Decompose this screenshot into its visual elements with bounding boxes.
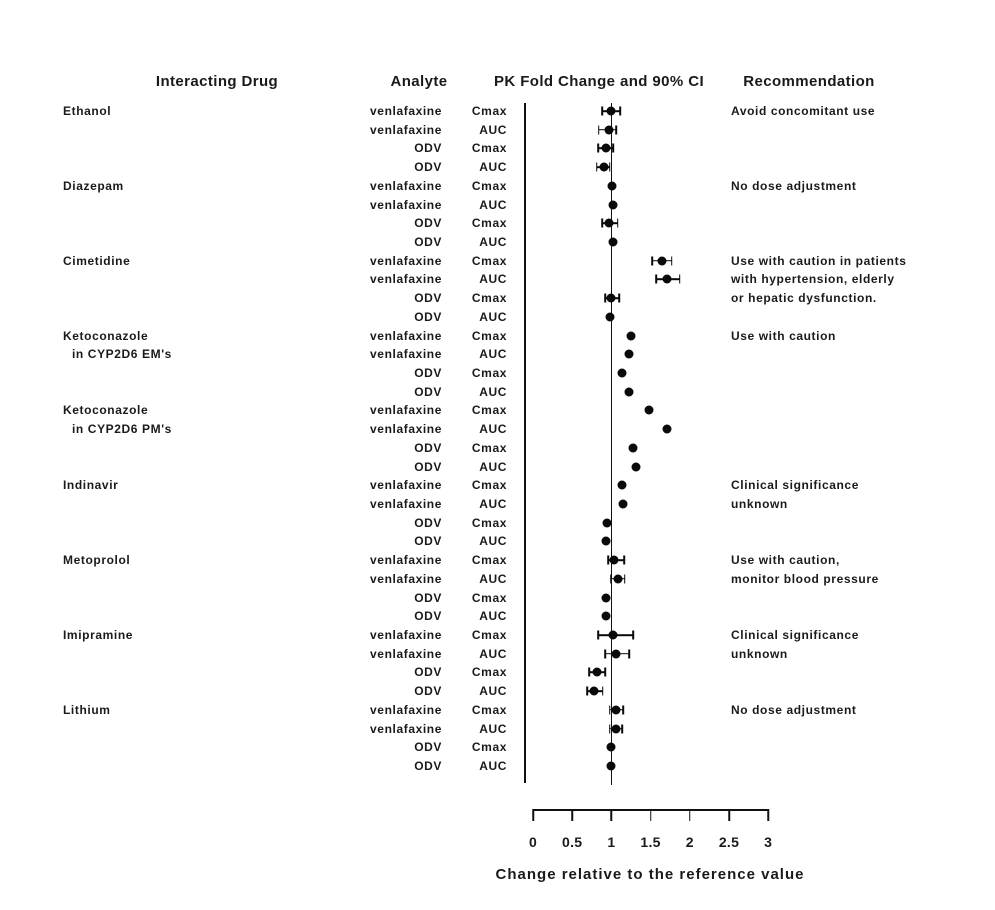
point-estimate-marker (619, 499, 628, 508)
ci-cap-right (623, 556, 625, 565)
x-axis-title: Change relative to the reference value (495, 866, 805, 883)
ci-cap-right (602, 687, 604, 696)
point-estimate-marker (605, 312, 614, 321)
recommendation-text: unknown (731, 496, 788, 511)
analyte-label: ODV (414, 234, 442, 249)
analyte-label: ODV (414, 365, 442, 380)
drug-label: Diazepam (63, 178, 124, 193)
ci-cap-left (609, 724, 611, 733)
ci-cap-right (679, 275, 681, 284)
point-estimate-marker (601, 537, 610, 546)
parameter-label: AUC (479, 160, 507, 175)
analyte-label: ODV (414, 440, 442, 455)
recommendation-text: No dose adjustment (731, 702, 857, 717)
drug-label: Indinavir (63, 478, 119, 493)
parameter-label: Cmax (471, 291, 507, 306)
parameter-label: AUC (479, 721, 507, 736)
analyte-label: venlafaxine (370, 122, 442, 137)
analyte-label: venlafaxine (370, 178, 442, 193)
point-estimate-marker (608, 181, 617, 190)
point-estimate-marker (608, 237, 617, 246)
analyte-label: ODV (414, 384, 442, 399)
point-estimate-marker (605, 219, 614, 228)
analyte-label: venlafaxine (370, 272, 442, 287)
x-axis-tick (532, 809, 534, 821)
ci-cap-right (633, 630, 635, 639)
parameter-label: AUC (479, 758, 507, 773)
point-estimate-marker (617, 481, 626, 490)
point-estimate-marker (608, 200, 617, 209)
point-estimate-marker (601, 593, 610, 602)
x-axis-tick-label: 2.5 (718, 834, 740, 850)
ci-cap-right (622, 705, 624, 714)
analyte-label: venlafaxine (370, 403, 442, 418)
analyte-label: ODV (414, 515, 442, 530)
ci-cap-left (655, 275, 657, 284)
analyte-label: venlafaxine (370, 702, 442, 717)
column-header-recommendation: Recommendation (743, 73, 875, 90)
x-axis-tick (650, 809, 652, 821)
analyte-label: ODV (414, 665, 442, 680)
x-axis-tick-label: 0.5 (562, 834, 583, 850)
point-estimate-marker (613, 574, 622, 583)
point-estimate-marker (658, 256, 667, 265)
analyte-label: ODV (414, 684, 442, 699)
ci-cap-right (619, 107, 621, 116)
drug-label: Lithium (63, 702, 111, 717)
ci-cap-left (596, 163, 598, 172)
x-axis-tick-label: 2 (685, 834, 694, 850)
analyte-label: venlafaxine (370, 422, 442, 437)
analyte-label: ODV (414, 534, 442, 549)
parameter-label: AUC (479, 347, 507, 362)
ci-cap-left (609, 705, 611, 714)
recommendation-text: Use with caution (731, 328, 836, 343)
point-estimate-marker (601, 612, 610, 621)
recommendation-text: Avoid concomitant use (731, 104, 876, 118)
parameter-label: Cmax (471, 665, 507, 680)
ci-cap-left (597, 630, 599, 639)
recommendation-text: monitor blood pressure (731, 571, 879, 586)
column-divider-line (524, 103, 526, 783)
point-estimate-marker (609, 556, 618, 565)
point-estimate-marker (612, 649, 621, 658)
drug-label: in CYP2D6 PM's (72, 422, 172, 437)
parameter-label: Cmax (471, 553, 507, 568)
analyte-label: venlafaxine (370, 328, 442, 343)
parameter-label: Cmax (471, 627, 507, 642)
recommendation-text: Clinical significance (731, 627, 859, 642)
ci-cap-left (598, 125, 600, 134)
parameter-label: Cmax (471, 478, 507, 493)
point-estimate-marker (625, 387, 634, 396)
analyte-label: ODV (414, 291, 442, 306)
drug-label: in CYP2D6 EM's (72, 347, 172, 362)
analyte-label: venlafaxine (370, 571, 442, 586)
ci-cap-right (617, 219, 619, 228)
parameter-label: Cmax (471, 104, 507, 118)
point-estimate-marker (612, 724, 621, 733)
point-estimate-marker (663, 425, 672, 434)
x-axis-tick (689, 809, 691, 821)
drug-label: Cimetidine (63, 253, 131, 268)
parameter-label: Cmax (471, 253, 507, 268)
point-estimate-marker (590, 687, 599, 696)
point-estimate-marker (601, 144, 610, 153)
parameter-label: AUC (479, 534, 507, 549)
parameter-label: AUC (479, 459, 507, 474)
ci-cap-right (615, 125, 617, 134)
parameter-label: Cmax (471, 216, 507, 231)
ci-cap-left (604, 649, 606, 658)
x-axis-tick (571, 809, 573, 821)
drug-label: Imipramine (63, 627, 134, 642)
recommendation-text: No dose adjustment (731, 178, 857, 193)
x-axis-tick (611, 809, 613, 821)
parameter-label: Cmax (471, 515, 507, 530)
parameter-label: Cmax (471, 141, 507, 156)
parameter-label: Cmax (471, 365, 507, 380)
point-estimate-marker (607, 107, 616, 116)
ci-cap-left (601, 107, 603, 116)
x-axis-tick (767, 809, 769, 821)
point-estimate-marker (599, 163, 608, 172)
column-header-interacting-drug: Interacting Drug (155, 73, 279, 90)
analyte-label: venlafaxine (370, 347, 442, 362)
analyte-label: ODV (414, 459, 442, 474)
analyte-label: ODV (414, 758, 442, 773)
column-header-analyte: Analyte (390, 73, 448, 90)
drug-label: Ethanol (63, 104, 112, 118)
analyte-label: venlafaxine (370, 104, 442, 118)
ci-cap-right (629, 649, 631, 658)
point-estimate-marker (663, 275, 672, 284)
point-estimate-marker (606, 294, 615, 303)
point-estimate-marker (608, 630, 617, 639)
ci-cap-right (618, 294, 620, 303)
x-axis-tick-label: 1 (607, 834, 616, 850)
x-axis-tick (728, 809, 730, 821)
point-estimate-marker (607, 743, 616, 752)
parameter-label: AUC (479, 309, 507, 324)
analyte-label: venlafaxine (370, 627, 442, 642)
parameter-label: AUC (479, 197, 507, 212)
analyte-label: ODV (414, 216, 442, 231)
ci-cap-left (601, 219, 603, 228)
ci-cap-left (589, 668, 591, 677)
point-estimate-marker (645, 406, 654, 415)
parameter-label: AUC (479, 609, 507, 624)
x-axis-tick-label: 3 (764, 834, 773, 850)
column-header-pk-fold-change: PK Fold Change and 90% CI (493, 73, 705, 90)
parameter-label: Cmax (471, 590, 507, 605)
parameter-label: Cmax (471, 328, 507, 343)
parameter-label: AUC (479, 571, 507, 586)
parameter-label: AUC (479, 646, 507, 661)
analyte-label: venlafaxine (370, 553, 442, 568)
recommendation-text: unknown (731, 646, 788, 661)
drug-label: Ketoconazole (63, 328, 149, 343)
analyte-label: ODV (414, 740, 442, 755)
analyte-label: ODV (414, 160, 442, 175)
analyte-label: ODV (414, 309, 442, 324)
point-estimate-marker (607, 761, 616, 770)
recommendation-text: Clinical significance (731, 478, 859, 493)
recommendation-text: or hepatic dysfunction. (731, 291, 877, 306)
point-estimate-marker (605, 125, 614, 134)
point-estimate-marker (624, 350, 633, 359)
recommendation-text: Use with caution, (731, 553, 840, 568)
ci-cap-right (622, 724, 624, 733)
ci-cap-right (671, 256, 673, 265)
analyte-label: venlafaxine (370, 496, 442, 511)
analyte-label: venlafaxine (370, 646, 442, 661)
parameter-label: Cmax (471, 178, 507, 193)
analyte-label: ODV (414, 609, 442, 624)
point-estimate-marker (629, 443, 638, 452)
analyte-label: venlafaxine (370, 478, 442, 493)
analyte-label: ODV (414, 590, 442, 605)
point-estimate-marker (631, 462, 640, 471)
x-axis-tick-label: 0 (528, 834, 538, 850)
ci-cap-right (604, 668, 606, 677)
ci-cap-left (651, 256, 653, 265)
point-estimate-marker (592, 668, 601, 677)
ci-cap-left (597, 144, 599, 153)
point-estimate-marker (602, 518, 611, 527)
parameter-label: AUC (479, 272, 507, 287)
parameter-label: AUC (479, 496, 507, 511)
analyte-label: venlafaxine (370, 721, 442, 736)
parameter-label: AUC (479, 122, 507, 137)
parameter-label: Cmax (471, 440, 507, 455)
ci-cap-left (610, 574, 612, 583)
analyte-label: ODV (414, 141, 442, 156)
ci-cap-right (612, 144, 614, 153)
analyte-label: venlafaxine (370, 197, 442, 212)
ci-cap-right (624, 574, 626, 583)
ci-cap-right (609, 163, 611, 172)
x-axis-tick-label: 1.5 (640, 834, 661, 850)
parameter-label: AUC (479, 384, 507, 399)
point-estimate-marker (612, 705, 621, 714)
point-estimate-marker (617, 368, 626, 377)
parameter-label: AUC (479, 234, 507, 249)
parameter-label: Cmax (471, 740, 507, 755)
drug-label: Metoprolol (63, 553, 131, 568)
parameter-label: Cmax (471, 702, 507, 717)
parameter-label: Cmax (471, 403, 507, 418)
parameter-label: AUC (479, 684, 507, 699)
parameter-label: AUC (479, 422, 507, 437)
analyte-label: venlafaxine (370, 253, 442, 268)
ci-cap-left (586, 687, 588, 696)
recommendation-text: with hypertension, elderly (731, 272, 895, 287)
point-estimate-marker (627, 331, 636, 340)
drug-label: Ketoconazole (63, 403, 149, 418)
recommendation-text: Use with caution in patients (731, 253, 907, 268)
